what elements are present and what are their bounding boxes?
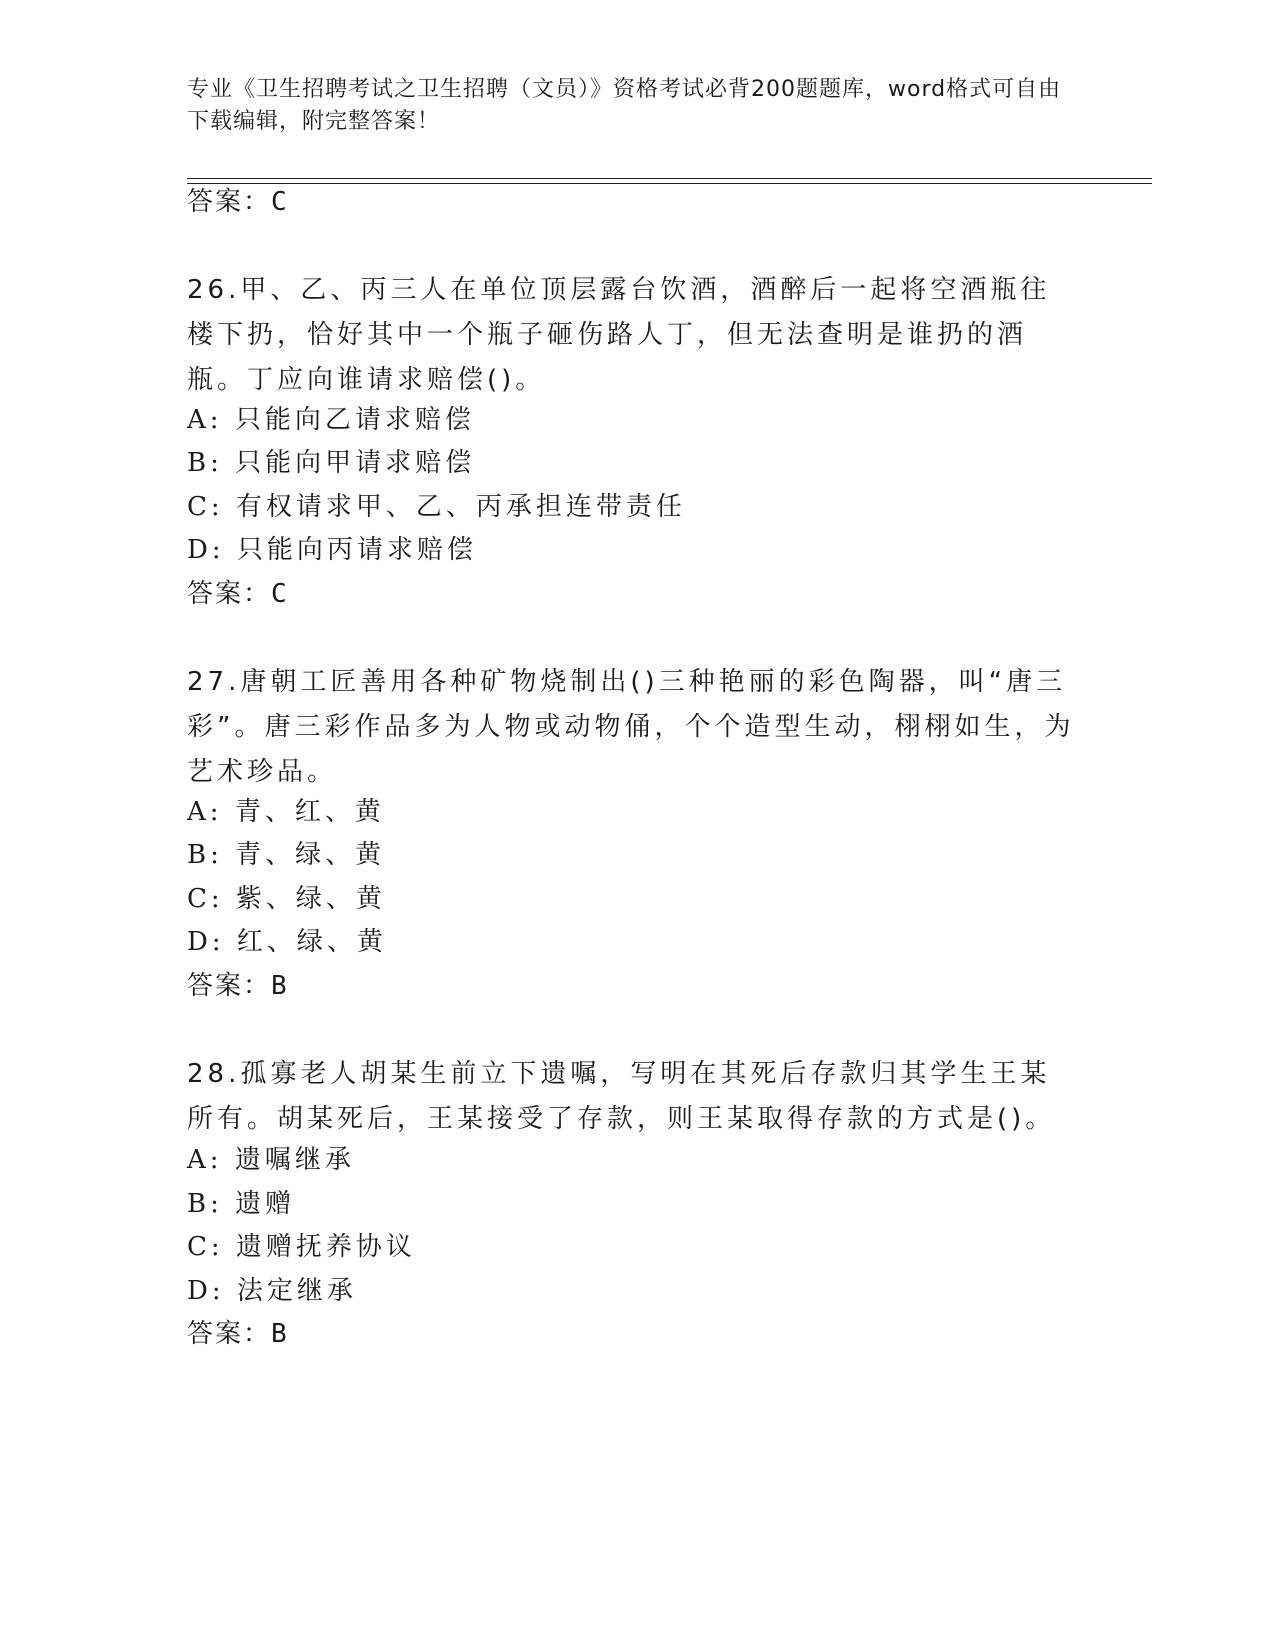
option-text: 红、绿、黄: [236, 927, 387, 957]
previous-answer: [187, 185, 289, 219]
option-key: B:: [187, 448, 223, 478]
question-27-option-d: [187, 925, 387, 959]
question-27-option-b: [187, 838, 385, 872]
option-key: D:: [187, 535, 225, 565]
question-28-option-d: [187, 1274, 357, 1308]
option-text: 紫、绿、黄: [235, 884, 386, 914]
option-text: 只能向丙请求赔偿: [236, 535, 477, 565]
question-28-option-a: [187, 1143, 355, 1177]
question-28-option-b: [187, 1187, 295, 1221]
question-26-option-c: [187, 490, 686, 524]
option-key: C:: [187, 492, 224, 522]
question-26-option-d: [187, 533, 477, 567]
question-26-answer: [187, 577, 289, 611]
option-key: D:: [187, 1276, 225, 1306]
option-key: A:: [187, 405, 223, 435]
question-27-option-a: [187, 795, 385, 829]
question-28-text: 28.孤寡老人胡某生前立下遗嘱，写明在其死后存款归其学生王某所有。胡某死后，王某接受了存款，则王某取得存款的方式是()。: [187, 1059, 1056, 1134]
option-text: 有权请求甲、乙、丙承担连带责任: [235, 492, 686, 522]
header-divider-top: [187, 178, 1152, 179]
option-text: 只能向甲请求赔偿: [235, 448, 476, 478]
answer-value: C: [271, 579, 289, 609]
option-text: 遗嘱继承: [234, 1145, 355, 1175]
option-key: A:: [187, 1145, 223, 1175]
answer-value: B: [271, 1319, 289, 1349]
question-26-option-b: [187, 446, 475, 480]
option-key: D:: [187, 927, 225, 957]
question-28-answer: [187, 1317, 289, 1351]
answer-label: 答案：: [187, 971, 272, 1001]
question-27-option-c: [187, 882, 386, 916]
question-27-answer: [187, 969, 289, 1003]
option-key: B:: [187, 840, 223, 870]
option-text: 只能向乙请求赔偿: [234, 405, 475, 435]
option-text: 青、绿、黄: [235, 840, 386, 870]
option-text: 遗赠: [235, 1189, 296, 1219]
document-header: 专业《卫生招聘考试之卫生招聘（文员）》资格考试必背200题题库，word格式可自由下载编辑，附完整答案！: [187, 77, 1062, 134]
answer-label: 答案：: [187, 187, 272, 217]
question-27-text: 27.唐朝工匠善用各种矿物烧制出()三种艳丽的彩色陶器，叫“唐三彩”。唐三彩作品多为人物或动物俑，个个造型生动，栩栩如生，为艺术珍品。: [187, 667, 1075, 787]
answer-value: B: [271, 971, 289, 1001]
option-key: C:: [187, 1232, 224, 1262]
question-26-option-a: [187, 403, 475, 437]
option-text: 遗赠抚养协议: [235, 1232, 416, 1262]
question-28-option-c: [187, 1230, 416, 1264]
answer-label: 答案：: [187, 1319, 272, 1349]
answer-value: C: [271, 187, 289, 217]
option-text: 法定继承: [236, 1276, 357, 1306]
header-divider-bottom: [187, 183, 1152, 184]
answer-label: 答案：: [187, 579, 272, 609]
option-text: 青、红、黄: [234, 797, 385, 827]
option-key: A:: [187, 797, 223, 827]
question-26-text: 26.甲、乙、丙三人在单位顶层露台饮酒，酒醉后一起将空酒瓶往楼下扔，恰好其中一个瓶子砸伤路人丁，但无法查明是谁扔的酒瓶。丁应向谁请求赔偿()。: [187, 275, 1051, 395]
option-key: B:: [187, 1189, 223, 1219]
option-key: C:: [187, 884, 224, 914]
